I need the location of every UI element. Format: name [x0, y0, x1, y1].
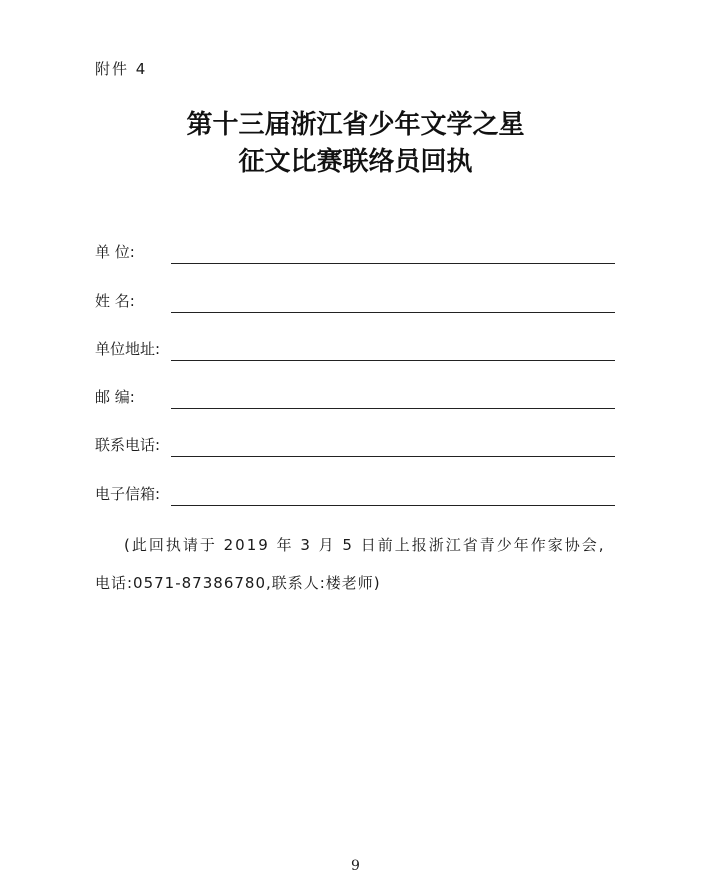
page-number: 9	[351, 858, 360, 874]
field-postcode	[95, 385, 615, 409]
field-email-line[interactable]	[171, 505, 615, 506]
attachment-label: 附件 4	[95, 60, 148, 78]
field-phone-label: 联系电话:	[95, 436, 161, 454]
field-postcode-label: 邮 编:	[95, 388, 135, 406]
document-title-line1: 第十三届浙江省少年文学之星	[186, 110, 525, 140]
field-email	[95, 482, 615, 506]
field-postcode-line[interactable]	[171, 408, 615, 409]
field-address-label: 单位地址:	[95, 340, 161, 358]
field-address-line[interactable]	[171, 360, 615, 361]
document-title-line2: 征文比赛联络员回执	[238, 147, 473, 177]
note-line2: 电话:0571-87386780,联系人:楼老师)	[95, 574, 381, 592]
field-name	[95, 289, 615, 313]
field-unit	[95, 240, 615, 264]
field-name-label: 姓 名:	[95, 292, 135, 310]
field-unit-label: 单 位:	[95, 243, 135, 261]
field-address	[95, 337, 615, 361]
note-line1: (此回执请于 2019 年 3 月 5 日前上报浙江省青少年作家协会,	[124, 536, 606, 554]
field-name-line[interactable]	[171, 312, 615, 313]
field-unit-line[interactable]	[171, 263, 615, 264]
field-email-label: 电子信箱:	[95, 485, 161, 503]
field-phone	[95, 433, 615, 457]
field-phone-line[interactable]	[171, 456, 615, 457]
